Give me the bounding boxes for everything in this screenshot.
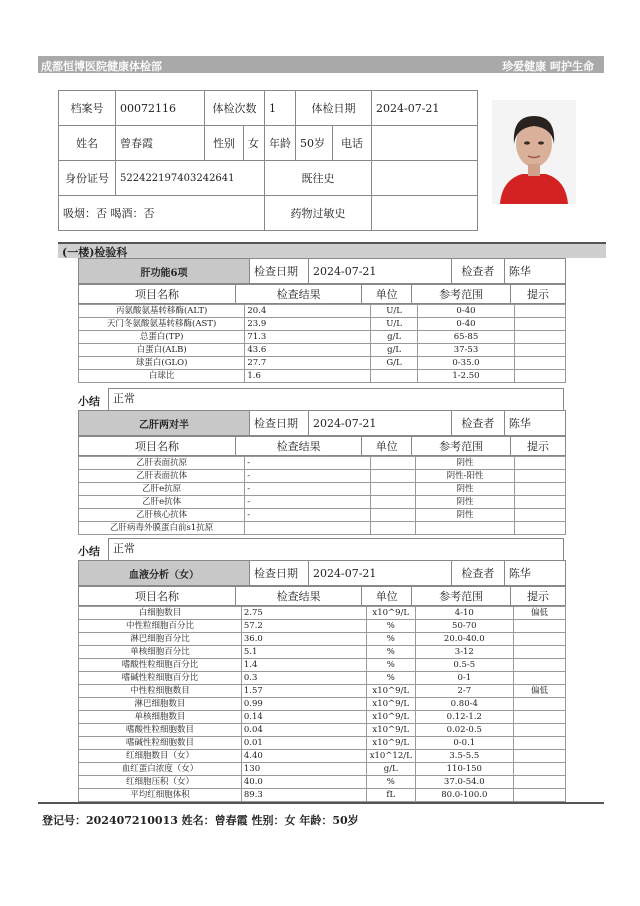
item-hint bbox=[514, 522, 565, 535]
item-name: 淋巴细胞数目 bbox=[79, 698, 242, 711]
result-row bbox=[79, 711, 566, 724]
exam-group-liver bbox=[78, 258, 566, 383]
result-row bbox=[79, 509, 566, 522]
item-result bbox=[245, 522, 370, 535]
item-hint bbox=[515, 318, 566, 331]
item-result: 5.1 bbox=[241, 646, 366, 659]
item-hint bbox=[515, 305, 566, 318]
item-name: 乙肝核心抗体 bbox=[79, 509, 245, 522]
item-range: 3-12 bbox=[415, 646, 513, 659]
hospital-name: 成都恒博医院健康体检部 bbox=[41, 60, 162, 73]
item-result: 1.4 bbox=[241, 659, 366, 672]
item-hint bbox=[513, 672, 565, 685]
item-range: 阴性 bbox=[416, 509, 514, 522]
footer bbox=[38, 802, 604, 827]
item-hint bbox=[515, 370, 566, 383]
result-row bbox=[79, 483, 566, 496]
item-result: - bbox=[245, 483, 370, 496]
item-range: 0-40 bbox=[417, 305, 514, 318]
item-hint bbox=[513, 659, 565, 672]
group-name: 血液分析（女） bbox=[79, 561, 250, 586]
result-row bbox=[79, 633, 566, 646]
item-unit bbox=[370, 496, 416, 509]
check-date-label: 检查日期 bbox=[250, 411, 309, 436]
item-unit bbox=[371, 370, 418, 383]
item-unit: U/L bbox=[371, 318, 418, 331]
result-row bbox=[79, 370, 566, 383]
slogan: 珍爱健康 呵护生命 bbox=[502, 60, 594, 73]
item-hint bbox=[513, 646, 565, 659]
item-range: 0.5-5 bbox=[415, 659, 513, 672]
item-result: 43.6 bbox=[245, 344, 371, 357]
allergy-label: 药物过敏史 bbox=[265, 196, 372, 231]
column-header bbox=[78, 436, 566, 456]
date-label: 体检日期 bbox=[296, 91, 372, 126]
item-unit bbox=[370, 457, 416, 470]
item-result: 57.2 bbox=[241, 620, 366, 633]
result-row bbox=[79, 724, 566, 737]
item-name: 血红蛋白浓度（女） bbox=[79, 763, 242, 776]
item-hint bbox=[513, 776, 565, 789]
item-range: 2-7 bbox=[415, 685, 513, 698]
item-hint bbox=[513, 711, 565, 724]
result-table bbox=[78, 606, 566, 802]
item-result: 0.04 bbox=[241, 724, 366, 737]
item-hint: 偏低 bbox=[513, 607, 565, 620]
section-title: (一楼)检验科 bbox=[58, 242, 606, 258]
item-name: 天门冬氨酸氨基转移酶(AST) bbox=[79, 318, 245, 331]
item-range: 0.02-0.5 bbox=[415, 724, 513, 737]
item-hint bbox=[513, 633, 565, 646]
item-hint bbox=[513, 698, 565, 711]
check-date-label: 检查日期 bbox=[250, 259, 309, 284]
item-result: - bbox=[245, 509, 370, 522]
item-unit: % bbox=[366, 620, 415, 633]
col-hint: 提示 bbox=[511, 437, 566, 456]
col-unit: 单位 bbox=[362, 587, 412, 606]
age-label: 年龄 bbox=[265, 126, 296, 161]
item-hint bbox=[514, 457, 565, 470]
item-name: 乙肝病毒外膜蛋白前s1抗原 bbox=[79, 522, 245, 535]
item-name: 嗜碱性粒细胞百分比 bbox=[79, 672, 242, 685]
checker-value: 陈华 bbox=[504, 411, 565, 436]
item-hint bbox=[513, 763, 565, 776]
item-name: 乙肝表面抗原 bbox=[79, 457, 245, 470]
col-item: 项目名称 bbox=[79, 285, 236, 304]
item-hint bbox=[514, 483, 565, 496]
item-name: 白蛋白(ALB) bbox=[79, 344, 245, 357]
item-range: 1-2.50 bbox=[417, 370, 514, 383]
column-header bbox=[78, 586, 566, 606]
col-range: 参考范围 bbox=[412, 437, 511, 456]
item-result: - bbox=[245, 496, 370, 509]
check-date-label: 检查日期 bbox=[250, 561, 309, 586]
item-range: 110-150 bbox=[415, 763, 513, 776]
item-name: 平均红细胞体积 bbox=[79, 789, 242, 802]
result-row bbox=[79, 522, 566, 535]
sex-value: 女 bbox=[244, 126, 265, 161]
item-name: 红细胞压积（女） bbox=[79, 776, 242, 789]
group-name: 乙肝两对半 bbox=[79, 411, 250, 436]
item-range: 阴性-阳性 bbox=[416, 470, 514, 483]
item-unit bbox=[370, 470, 416, 483]
date-value: 2024-07-21 bbox=[372, 91, 478, 126]
smoke-drink: 吸烟：否 喝酒：否 bbox=[59, 196, 265, 231]
item-unit: g/L bbox=[366, 763, 415, 776]
item-unit: x10^9/L bbox=[366, 711, 415, 724]
item-name: 白球比 bbox=[79, 370, 245, 383]
history-value bbox=[372, 161, 478, 196]
result-row bbox=[79, 344, 566, 357]
name-value: 曾春霞 bbox=[116, 126, 205, 161]
times-label: 体检次数 bbox=[205, 91, 265, 126]
item-hint bbox=[513, 737, 565, 750]
item-name: 嗜酸性粒细胞数目 bbox=[79, 724, 242, 737]
col-range: 参考范围 bbox=[412, 587, 511, 606]
footer-text: 登记号：202407210013 姓名：曾春霞 性别：女 年龄：50岁 bbox=[42, 814, 359, 827]
item-hint: 偏低 bbox=[513, 685, 565, 698]
item-hint bbox=[514, 509, 565, 522]
item-unit: x10^9/L bbox=[366, 698, 415, 711]
item-name: 嗜碱性粒细胞数目 bbox=[79, 737, 242, 750]
result-table bbox=[78, 456, 566, 535]
item-range: 3.5-5.5 bbox=[415, 750, 513, 763]
item-result: 36.0 bbox=[241, 633, 366, 646]
item-unit bbox=[370, 509, 416, 522]
item-range: 阴性 bbox=[416, 483, 514, 496]
summary-value: 正常 bbox=[108, 388, 564, 411]
item-hint bbox=[515, 344, 566, 357]
id-value: 522422197403242641 bbox=[116, 161, 265, 196]
col-item: 项目名称 bbox=[79, 437, 236, 456]
item-hint bbox=[513, 750, 565, 763]
col-result: 检查结果 bbox=[236, 285, 362, 304]
item-name: 总蛋白(TP) bbox=[79, 331, 245, 344]
exam-group-blood bbox=[78, 560, 566, 802]
item-range: 20.0-40.0 bbox=[415, 633, 513, 646]
check-date-value: 2024-07-21 bbox=[309, 259, 452, 284]
item-unit: % bbox=[366, 776, 415, 789]
allergy-value bbox=[372, 196, 478, 231]
sex-label: 性别 bbox=[205, 126, 244, 161]
item-result: - bbox=[245, 457, 370, 470]
item-unit: x10^9/L bbox=[366, 737, 415, 750]
col-range: 参考范围 bbox=[412, 285, 511, 304]
item-hint bbox=[514, 470, 565, 483]
result-row bbox=[79, 737, 566, 750]
item-result: 23.9 bbox=[245, 318, 371, 331]
item-name: 中性粒细胞百分比 bbox=[79, 620, 242, 633]
result-row bbox=[79, 789, 566, 802]
archive-value: 00072116 bbox=[116, 91, 205, 126]
item-range: 65-85 bbox=[417, 331, 514, 344]
item-hint bbox=[513, 789, 565, 802]
result-row bbox=[79, 685, 566, 698]
exam-group-hepatitis-b bbox=[78, 410, 566, 535]
item-name: 单核细胞百分比 bbox=[79, 646, 242, 659]
item-range: 0-0.1 bbox=[415, 737, 513, 750]
result-row bbox=[79, 672, 566, 685]
item-name: 乙肝e抗体 bbox=[79, 496, 245, 509]
item-result: 40.0 bbox=[241, 776, 366, 789]
item-name: 红细胞数目（女） bbox=[79, 750, 242, 763]
item-result: 4.40 bbox=[241, 750, 366, 763]
item-unit: % bbox=[366, 646, 415, 659]
item-range: 37-53 bbox=[417, 344, 514, 357]
item-name: 乙肝表面抗体 bbox=[79, 470, 245, 483]
phone-value bbox=[372, 126, 478, 161]
item-range: 50-70 bbox=[415, 620, 513, 633]
group-summary bbox=[78, 538, 566, 561]
result-row bbox=[79, 763, 566, 776]
result-row bbox=[79, 496, 566, 509]
item-unit bbox=[370, 483, 416, 496]
item-name: 球蛋白(GLO) bbox=[79, 357, 245, 370]
item-result: 0.14 bbox=[241, 711, 366, 724]
result-row bbox=[79, 607, 566, 620]
archive-label: 档案号 bbox=[59, 91, 116, 126]
phone-label: 电话 bbox=[333, 126, 372, 161]
checker-label: 检查者 bbox=[451, 561, 504, 586]
check-date-value: 2024-07-21 bbox=[309, 561, 452, 586]
item-result: 2.75 bbox=[241, 607, 366, 620]
patient-photo bbox=[492, 100, 576, 204]
item-range: 0-35.0 bbox=[417, 357, 514, 370]
item-hint bbox=[513, 724, 565, 737]
result-row bbox=[79, 357, 566, 370]
result-row bbox=[79, 659, 566, 672]
col-item: 项目名称 bbox=[79, 587, 236, 606]
id-label: 身份证号 bbox=[59, 161, 116, 196]
checker-value: 陈华 bbox=[504, 259, 565, 284]
item-unit: U/L bbox=[371, 305, 418, 318]
item-unit: x10^9/L bbox=[366, 607, 415, 620]
item-unit: fL bbox=[366, 789, 415, 802]
item-result: 1.57 bbox=[241, 685, 366, 698]
result-table bbox=[78, 304, 566, 383]
result-row bbox=[79, 470, 566, 483]
col-hint: 提示 bbox=[511, 587, 566, 606]
item-name: 丙氨酸氨基转移酶(ALT) bbox=[79, 305, 245, 318]
result-row bbox=[79, 331, 566, 344]
col-unit: 单位 bbox=[362, 437, 412, 456]
item-name: 淋巴细胞百分比 bbox=[79, 633, 242, 646]
check-date-value: 2024-07-21 bbox=[309, 411, 452, 436]
checker-label: 检查者 bbox=[451, 259, 504, 284]
group-summary bbox=[78, 388, 566, 411]
history-label: 既往史 bbox=[265, 161, 372, 196]
times-value: 1 bbox=[265, 91, 296, 126]
col-unit: 单位 bbox=[362, 285, 412, 304]
result-row bbox=[79, 646, 566, 659]
item-name: 乙肝e抗原 bbox=[79, 483, 245, 496]
item-range: 阴性 bbox=[416, 496, 514, 509]
item-result: 71.3 bbox=[245, 331, 371, 344]
item-unit: % bbox=[366, 672, 415, 685]
result-row bbox=[79, 698, 566, 711]
item-range: 0.80-4 bbox=[415, 698, 513, 711]
result-row bbox=[79, 620, 566, 633]
item-unit: x10^9/L bbox=[366, 685, 415, 698]
item-result: 89.3 bbox=[241, 789, 366, 802]
item-result: - bbox=[245, 470, 370, 483]
item-result: 1.6 bbox=[245, 370, 371, 383]
group-name: 肝功能6项 bbox=[79, 259, 250, 284]
item-range: 0.12-1.2 bbox=[415, 711, 513, 724]
item-range: 4-10 bbox=[415, 607, 513, 620]
item-unit: % bbox=[366, 659, 415, 672]
checker-label: 检查者 bbox=[451, 411, 504, 436]
summary-label: 小结 bbox=[78, 545, 100, 558]
item-unit: g/L bbox=[371, 344, 418, 357]
item-result: 0.99 bbox=[241, 698, 366, 711]
item-range: 80.0-100.0 bbox=[415, 789, 513, 802]
item-hint bbox=[515, 357, 566, 370]
header-banner bbox=[38, 56, 604, 73]
item-result: 0.3 bbox=[241, 672, 366, 685]
item-result: 20.4 bbox=[245, 305, 371, 318]
item-unit bbox=[370, 522, 416, 535]
item-result: 27.7 bbox=[245, 357, 371, 370]
col-hint: 提示 bbox=[511, 285, 566, 304]
patient-info-table bbox=[58, 90, 478, 231]
item-hint bbox=[515, 331, 566, 344]
result-row bbox=[79, 318, 566, 331]
item-name: 中性粒细胞数目 bbox=[79, 685, 242, 698]
result-row bbox=[79, 457, 566, 470]
item-name: 白细胞数目 bbox=[79, 607, 242, 620]
item-unit: x10^9/L bbox=[366, 724, 415, 737]
item-unit: G/L bbox=[371, 357, 418, 370]
summary-label: 小结 bbox=[78, 395, 100, 408]
item-range: 0-1 bbox=[415, 672, 513, 685]
result-row bbox=[79, 305, 566, 318]
item-name: 嗜酸性粒细胞百分比 bbox=[79, 659, 242, 672]
item-unit: g/L bbox=[371, 331, 418, 344]
col-result: 检查结果 bbox=[236, 587, 362, 606]
col-result: 检查结果 bbox=[236, 437, 362, 456]
item-result: 130 bbox=[241, 763, 366, 776]
name-label: 姓名 bbox=[59, 126, 116, 161]
column-header bbox=[78, 284, 566, 304]
item-unit: % bbox=[366, 633, 415, 646]
item-range bbox=[416, 522, 514, 535]
item-range: 0-40 bbox=[417, 318, 514, 331]
age-value: 50岁 bbox=[296, 126, 333, 161]
item-hint bbox=[514, 496, 565, 509]
summary-value: 正常 bbox=[108, 538, 564, 561]
item-unit: x10^12/L bbox=[366, 750, 415, 763]
checker-value: 陈华 bbox=[504, 561, 565, 586]
item-result: 0.01 bbox=[241, 737, 366, 750]
item-hint bbox=[513, 620, 565, 633]
result-row bbox=[79, 750, 566, 763]
item-range: 37.0-54.0 bbox=[415, 776, 513, 789]
result-row bbox=[79, 776, 566, 789]
item-range: 阴性 bbox=[416, 457, 514, 470]
item-name: 单核细胞数目 bbox=[79, 711, 242, 724]
